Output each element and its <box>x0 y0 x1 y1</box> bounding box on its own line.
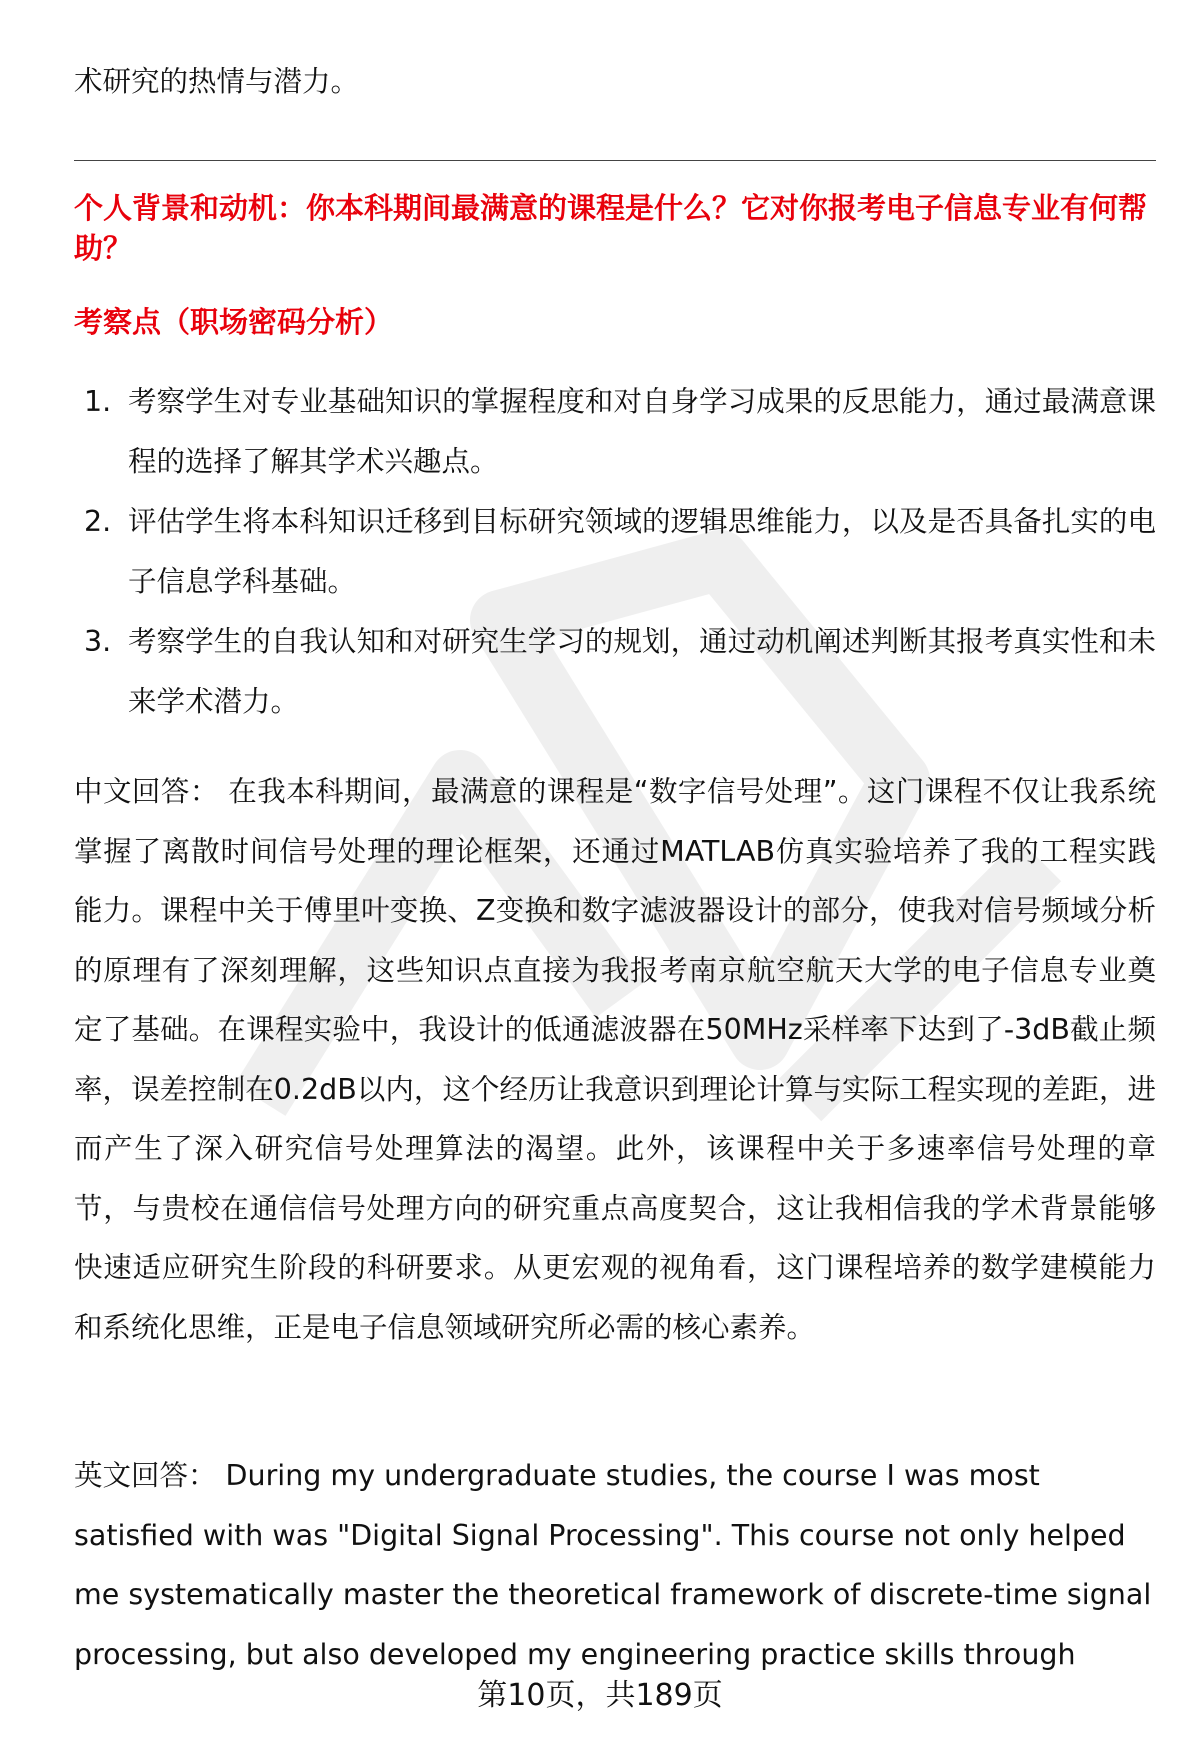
list-item-number: 3. <box>84 625 112 658</box>
english-answer-paragraph: 英文回答： During my undergraduate studies, the course I was most satisfied with was "Digital Signal Processing". This course not only helped me systematically master the theoretical framework of discrete-time signal processing, but also developed my engineering practice skills through <box>74 1459 1152 1671</box>
list-item-text: 考察学生的自我认知和对研究生学习的规划，通过动机阐述判断其报考真实性和未来学术潜力。 <box>128 625 1156 718</box>
assessment-points-list <box>74 372 1156 732</box>
continued-paragraph: 术研究的热情与潜力。 <box>74 65 360 98</box>
list-item <box>74 492 1156 612</box>
list-item <box>74 372 1156 492</box>
list-item <box>74 612 1156 732</box>
page-number-footer: 第10页，共189页 <box>477 1678 723 1713</box>
chinese-answer-paragraph: 中文回答： 在我本科期间，最满意的课程是“数字信号处理”。这门课程不仅让我系统掌握了离散时间信号处理的理论框架，还通过MATLAB仿真实验培养了我的工程实践能力。课程中关于傅里叶变换、Z变换和数字滤波器设计的部分，使我对信号频域分析的原理有了深刻理解，这些知识点直接为我报考南京航空航天大学的电子信息专业奠定了基础。在课程实验中，我设计的低通滤波器在50MHz采样率下达到了-3dB截止频率，误差控制在0.2dB以内，这个经历让我意识到理论计算与实际工程实现的差距，进而产生了深入研究信号处理算法的渴望。此外，该课程中关于多速率信号处理的章节，与贵校在通信信号处理方向的研究重点高度契合，这让我相信我的学术背景能够快速适应研究生阶段的科研要求。从更宏观的视角看，这门课程培养的数学建模能力和系统化思维，正是电子信息领域研究所必需的核心素养。 <box>74 775 1156 1344</box>
section-divider <box>74 160 1156 161</box>
list-item-number: 1. <box>84 385 112 418</box>
list-item-text: 评估学生将本科知识迁移到目标研究领域的逻辑思维能力，以及是否具备扎实的电子信息学科基础。 <box>128 505 1156 598</box>
assessment-points-heading: 考察点（职场密码分析） <box>74 305 394 339</box>
list-item-text: 考察学生对专业基础知识的掌握程度和对自身学习成果的反思能力，通过最满意课程的选择了解其学术兴趣点。 <box>128 385 1156 478</box>
list-item-number: 2. <box>84 505 112 538</box>
question-heading: 个人背景和动机：你本科期间最满意的课程是什么？它对你报考电子信息专业有何帮助？ <box>74 191 1148 265</box>
